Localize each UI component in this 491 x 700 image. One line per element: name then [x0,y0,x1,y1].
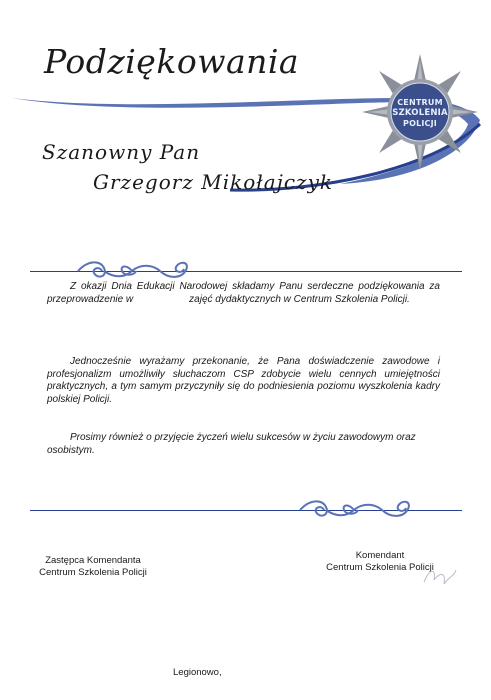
commandant-title: Komendant [355,550,405,561]
place-date: Legionowo, [173,667,222,678]
commandant-organization: Centrum Szkolenia Policji [326,562,434,573]
document-title: Podziękowania [44,42,300,81]
paragraph-thanks-start: Z okazji Dnia Edukacji Narodowej składamy Panu serdeczne podziękowania za przeprowadzenie w [47,281,440,305]
deputy-organization: Centrum Szkolenia Policji [39,567,147,578]
salutation: Szanowny Pan [42,140,201,164]
signature-block-deputy [18,555,168,579]
handwritten-signature [420,562,460,592]
paragraph-wishes: Prosimy również o przyjęcie życzeń wielu sukcesów w życiu zawodowym oraz osobistym. [47,432,416,456]
badge-line-2: SZKOLENIA [392,108,448,118]
recipient-name: Grzegorz Mikołajczyk [93,170,334,194]
badge-line-1: CENTRUM [397,98,443,107]
paragraph-thanks [47,281,440,306]
deputy-title: Zastępca Komendanta [45,555,141,566]
badge-line-3: POLICJI [403,119,437,128]
paragraph-thanks-end: zajęć dydaktycznych w Centrum Szkolenia Policji. [189,293,410,305]
paragraph-conviction: Jednocześnie wyrażamy przekonanie, że Pana doświadczenie zawodowe i profesjonalizm umożliwiły słuchaczom CSP zdobycie wielu cennych umiejętności praktycznych, a tym samym przyczyniły się do podniesienia poziomu wyszkolenia kadry polskiej Policji. [47,356,440,405]
bottom-scroll-ornament [292,497,422,523]
